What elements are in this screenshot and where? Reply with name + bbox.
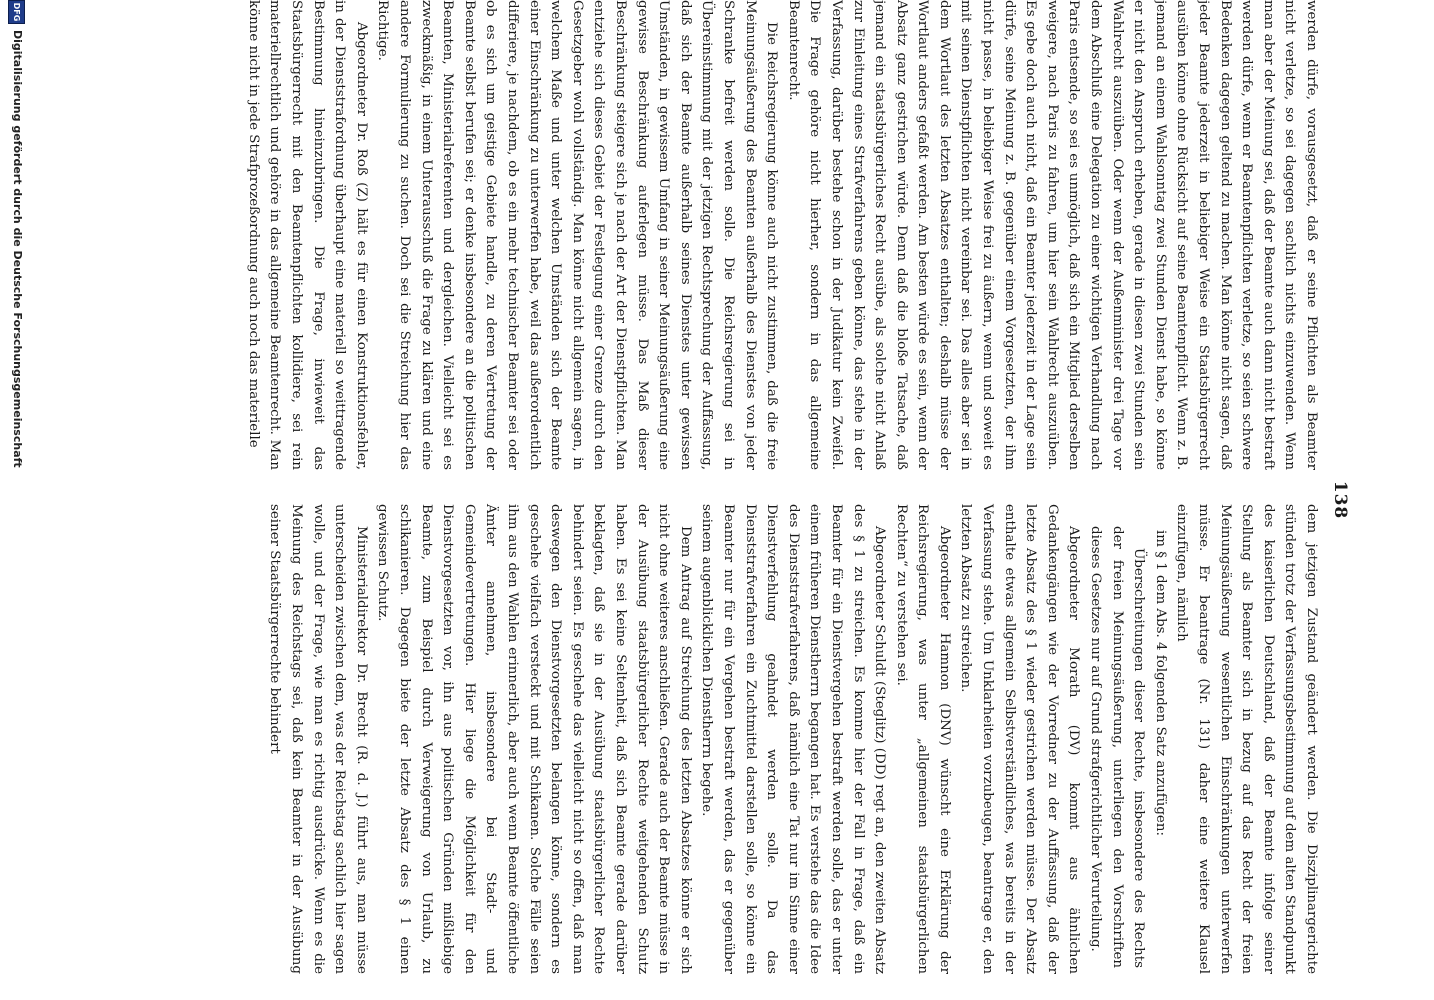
quoted-clause: Überschreitungen dieser Rechte, insbesondere des Rechts der freien Meinungsäußerung, unterliegen den Vorschriften dieses Gesetzes nur auf Grund strafgerichtlicher Verurteilung. [1088, 526, 1147, 968]
paragraph: werden dürfe, vorausgesetzt, daß er seine Pflichten als Beamter nicht verletze, so sei dagegen sachlich nichts einzuwenden. Wenn man aber der Meinung sei, daß der Beamte auch dann nicht bestraft werden dürfe, wenn er Beamtenpflichten verletze, so seien schwere Bedenken dagegen geltend zu machen. Man könne nicht sagen, daß jeder Beamte jederzeit in beliebiger Weise ein Staatsbürgerrecht ausüben könne ohne Rücksicht auf seine Beamtenpflicht. Wenn z. B. jemand an einem Wahlsonntag zwei Stunden Dienst habe, so könne er nicht den Anspruch erheben, gerade in diesen zwei Stunden sein Wahlrecht auszuüben. Oder wenn der Außenminister drei Tage vor dem Abschluß eine Delegation zu einer wichtigen Verhandlung nach Paris entsende, so sei es unmöglich, daß sich ein Mitglied derselben weigere, nach Paris zu fahren, um hier sein Wahlrecht auszuüben. Es gebe doch auch nicht, daß ein Beamter jederzeit in der Lage sein dürfe, seine Meinung z. B. gegenüber einem Vorgesetzten, der ihm nicht passe, in beliebiger Weise frei zu äußern, wenn und soweit es mit seinen Dienstpflichten nicht vereinbar sei. Das alles aber sei in dem Wortlaut des letzten Absatzes enthalten; deshalb müsse der Wortlaut anders gefaßt werden. Am besten würde es sein, wenn der Absatz ganz gestrichen würde. Denn daß die bloße Tatsache, daß jemand ein staatsbürgerliches Recht ausübe, als solche nicht Anlaß zur Einleitung eines Strafverfahrens geben könne, das stehe in der Verfassung, darüber bestehe schon in der Judikatur kein Zweifel. Die Frage gehöre nicht hierher, sondern in das allgemeine Beamtenrecht. [785, 0, 1319, 470]
paragraph: Dem Antrag auf Streichung des letzten Absatzes könne er sich nicht ohne weiteres anschließen. Gerade auch der Beamte müsse in der Ausübung staatsbürgerlicher Rechte weitgehenden Schutz haben. Es sei keine Seltenheit, daß sich Beamte gerade darüber beklagten, daß sie in der Ausübung staatsbürgerlicher Rechte behindert seien. Es geschehe das vielleicht nicht so offen, daß man deswegen den Dienstvorgesetzten belangen könne, sondern es geschehe vielfach versteckt und mit Schikanen. Solche Fälle seien ihm aus den Wahlen erinnerlich, aber auch wenn Beamte öffentliche Ämter annehmen, insbesondere bei Stadt- und Gemeindevertretungen. Hier liege die Möglichkeit für den Dienstvorgesetzten vor, ihn aus politischen Gründen mißliebige Beamte, zum Beispiel durch Verweigerung von Urlaub, zu schikanieren. Dagegen biete der letzte Absatz des § 1 einen gewissen Schutz. [375, 504, 693, 974]
digitization-footer [6, 0, 28, 1000]
paragraph: Die Reichsregierung könne auch nicht zustimmen, daß die freie Meinungsäußerung des Beamten außerhalb des Dienstes von jeder Schranke befreit werden solle. Die Reichsregierung sei in Übereinstimmung mit der jetzigen Rechtsprechung der Auffassung, daß sich der Beamte außerhalb seines Dienstes unter gewissen Umständen, in gewissem Umfang in seiner Meinungsäußerung eine gewisse Beschränkung auferlegen müsse. Das Maß dieser Beschränkung steigere sich je nach der Art der Dienstpflichten. Man entziehe sich dieses Gebiet der Festlegung einer Grenze durch den Gesetzgeber wohl vollständig. Man könne nicht allgemein sagen, in welchem Maße und unter welchen Umständen sich der Beamte einer Einschränkung zu unterwerfen habe, weil das außerordentlich differiere, je nachdem, ob es ein mehr technischer Beamter sei oder ob es sich um geistige Gebiete handle, zu deren Vertretung der Beamte selbst berufen sei; er denke insbesondere an die politischen Beamten, Ministerialreferenten und dergleichen. Vielleicht sei es zweckmäßig, in einem Unterausschuß die Frage zu klären und eine andere Formulierung zu suchen. Doch sei die Streichung hier das Richtige. [375, 0, 780, 470]
dfg-logo-icon: DFG [9, 0, 26, 24]
paragraph: Abgeordneter Schuldt (Steglitz) (DD) regt an, den zweiten Absatz des § 1 zu streichen. Es komme hier der Fall in Frage, daß ein Beamter für ein Dienstvergehen bestraft werden solle, das er unter einem früheren Dienstherrn begangen hat. Es verstehe das die Idee des Dienststrafverfahrens, daß nämlich eine Tat nur im Sinne einer Dienstverfehlung geahndet werden solle. Da das Dienststrafverfahren ein Zuchtmittel darstellen solle, so könne ein Beamter nur für ein Vergehen bestraft werden, das er gegenüber seinem augenblicklichen Dienstherrn begehe. [699, 504, 888, 974]
text-column-left [245, 0, 1322, 470]
paragraph: Abgeordneter Hamnon (DNV) wünscht eine Erklärung der Reichsregierung, was unter „allgemeinen staatsbürgerlichen Rechten“ zu verstehen sei. [893, 504, 952, 974]
paragraph: Abgeordneter Dr. Roß (Z) hält es für einen Konstruktionsfehler, in der Dienststrafordnung überhaupt eine materiell so weittragende Bestimmung hineinzubringen. Die Frage, inwieweit das Staatsbürgerrecht mit den Beamtenpflichten kollidiere, sei rein materiellrechtlich und gehöre in das allgemeine Beamtenrecht. Man könne nicht in jede Strafprozeßordnung auch noch das materielle [245, 0, 369, 470]
paragraph: Ministerialdirektor Dr. Brecht (R. d. J.) führt aus, man müsse unterscheiden zwischen dem, was der Reichstag sachlich hier sagen wolle, und der Frage, wie man es richtig ausdrücke. Wenn es die Meinung des Reichstags sei, daß kein Beamter in der Ausübung seiner Staatsbürgerrechte behindert [267, 504, 369, 974]
paragraph: Abgeordneter Morath (DV) kommt aus ähnlichen Gedankengängen wie der Vorredner zu der Auffassung, daß der letzte Absatz des § 1 wieder gestrichen werden müsse. Der Absatz enthalte etwas allgemein Selbstverständliches, was bereits in der Verfassung stehe. Um Unklarheiten vorzubeugen, beantrage er, den letzten Absatz zu streichen. [958, 504, 1082, 974]
page-number: 138 [1330, 480, 1350, 520]
digitization-note: Digitalisierung gefördert durch die Deutsche Forschungsgemeinschaft [11, 30, 24, 468]
paragraph: dem jetzigen Zustand geändert werden. Die Disziplinargerichte stünden trotz der Verfassungsbestimmung auf dem alten Standpunkt des kaiserlichen Deutschland, daß der Beamte infolge seiner Stellung als Beamter sich in bezug auf das Recht der freien Meinungsäußerung wesentlichen Einschränkungen unterwerfen müsse. Er beantrage (Nr. 131) daher eine weitere Klausel einzufügen, nämlich [1174, 504, 1319, 974]
motion-instruction: im § 1 dem Abs. 4 folgenden Satz anzufügen: [1152, 530, 1168, 836]
text-column-right [267, 504, 1322, 974]
